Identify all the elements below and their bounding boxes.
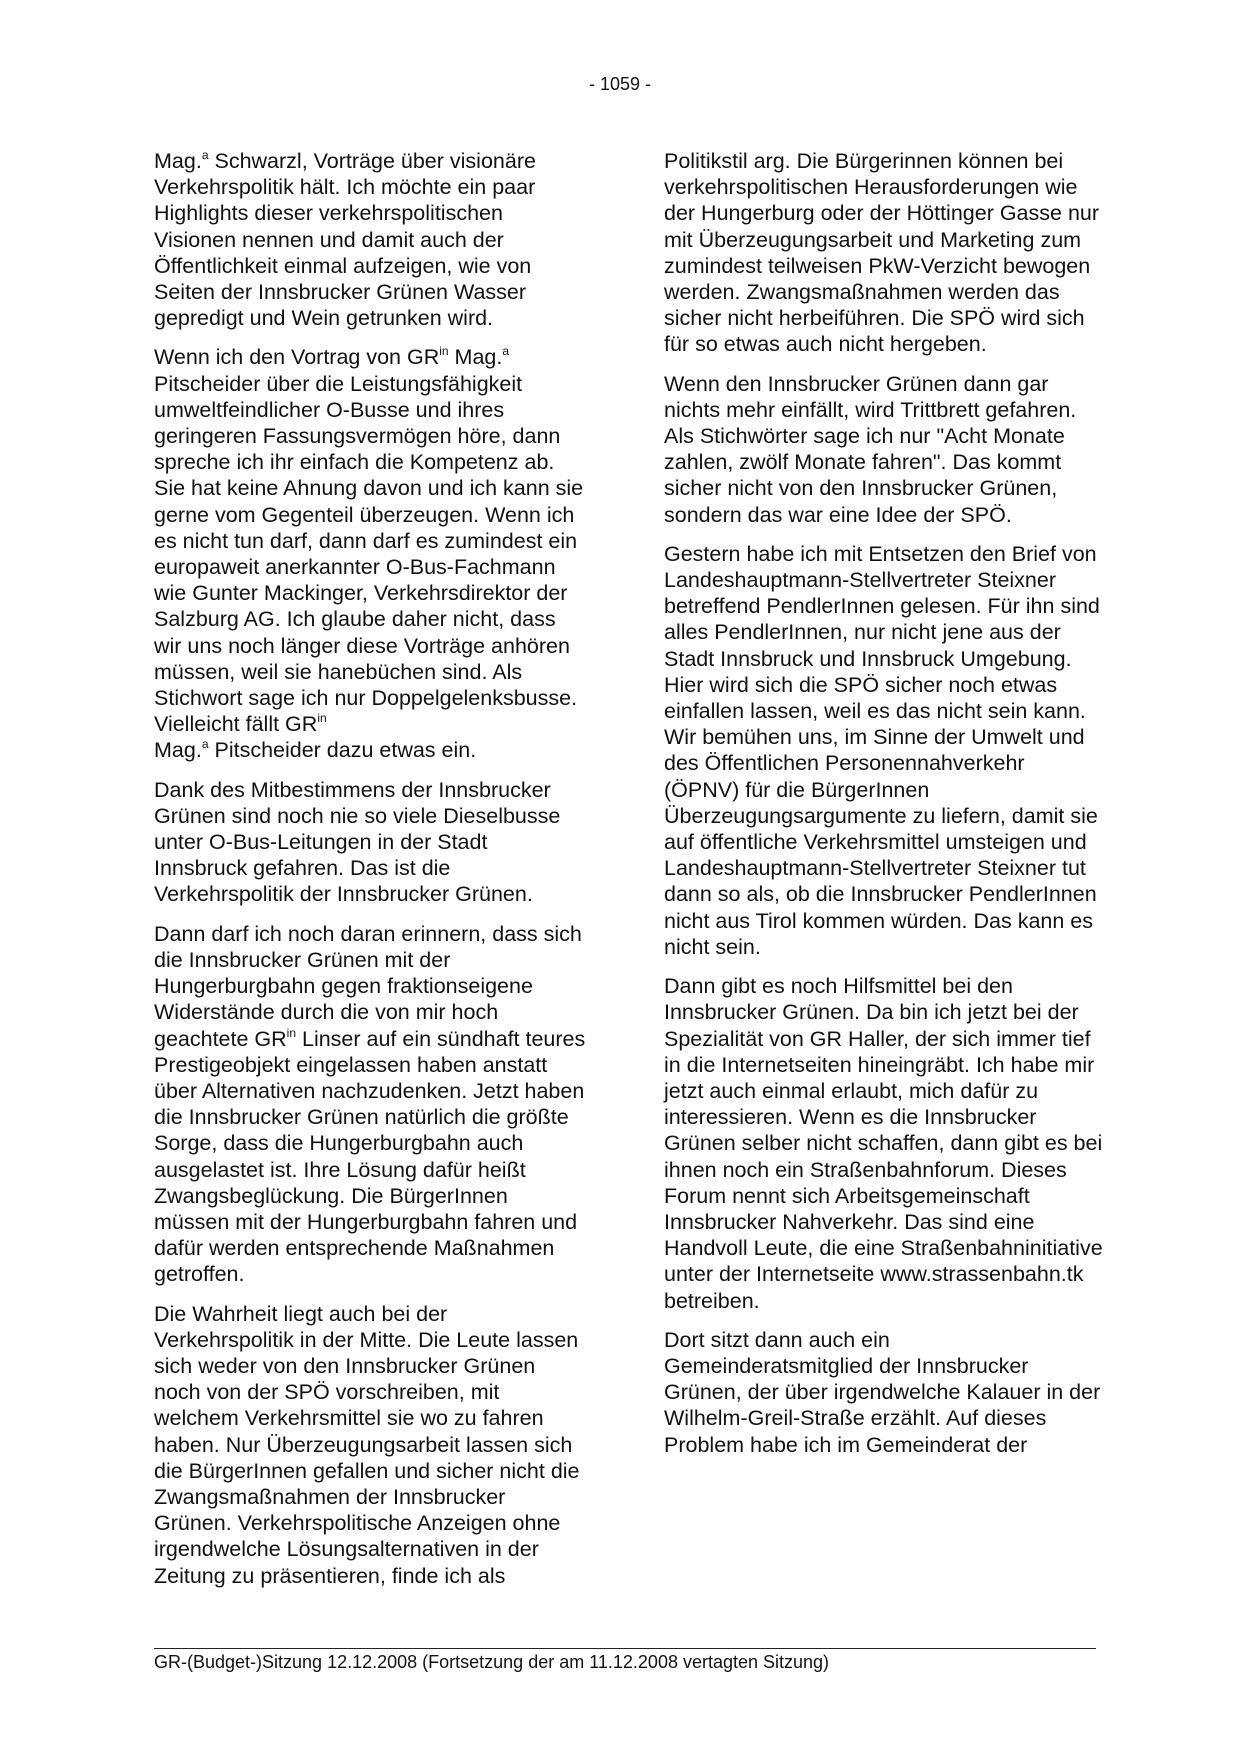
paragraph: Politikstil arg. Die Bürgerinnen können bei verkehrspolitischen Herausforderungen wie der Hungerburg oder der Höttinger Gasse nur mit Überzeugungsarbeit und Marketing zum zumindest teilweisen PkW-Verzicht bewogen werden. Zwangsmaßnahmen werden das sicher nicht herbeiführen. Die SPÖ wird sich für so etwas auch nicht hergeben. — [664, 149, 1100, 357]
left-column — [154, 148, 586, 1602]
paragraph: Gestern habe ich mit Entsetzen den Brief von Landeshauptmann-Stellvertreter Steixner betreffend PendlerInnen gelesen. Für ihn sind alles PendlerInnen, nur nicht jene aus der Stadt Innsbruck und Innsbruck Umgebung. Hier wird sich die SPÖ sicher noch etwas einfallen lassen, weil es das nicht sein kann. Wir bemühen uns, im Sinne der Umwelt und des Öffentlichen Personennahverkehr (ÖPNV) für die BürgerInnen Überzeugungsargumente zu liefern, damit sie auf öffentliche Verkehrsmittel umsteigen und Landeshauptmann-Stellvertreter Steixner tut dann so als, ob die Innsbrucker PendlerInnen nicht aus Tirol kommen würden. Das kann es nicht sein. — [664, 541, 1100, 959]
right-column — [664, 148, 1104, 1471]
paragraph: Dort sitzt dann auch ein Gemeinderatsmitglied der Innsbrucker Grünen, der über irgendwelche Kalauer in der Wilhelm-Greil-Straße erzählt. Auf dieses Problem habe ich im Gemeinderat der — [664, 1327, 1101, 1457]
footer-divider — [154, 1648, 1096, 1649]
paragraph: Wenn den Innsbrucker Grünen dann gar nichts mehr einfällt, wird Trittbrett gefahren. Als Stichwörter sage ich nur "Acht Monate zahlen, zwölf Monate fahren". Das kommt sicher nicht von den Innsbrucker Grünen, sondern das war eine Idee der SPÖ. — [664, 371, 1077, 527]
paragraph: Mag.$^a$ Schwarzl, Vorträge über visionäre Verkehrspolitik hält. Ich möchte ein paar Highlights dieser verkehrspolitischen Visionen nennen und damit auch der Öffentlichkeit einmal aufzeigen, wie von Seiten der Innsbrucker Grünen Wasser gepredigt und Wein getrunken wird. — [154, 148, 536, 331]
page-number: - 1059 - — [588, 74, 652, 94]
paragraph: Dann darf ich noch daran erinnern, dass sich die Innsbrucker Grünen mit der Hungerburgbahn gegen fraktionseigene Widerstände durch die von mir hoch geachtete $GR^{in}$ Linser auf ein sündhaft teures Prestigeobjekt eingelassen haben anstatt über Alternativen nachzudenken. Jetzt haben die Innsbrucker Grünen natürlich die größte Sorge, dass die Hungerburgbahn auch ausgelastet ist. Ihre Lösung dafür heißt Zwangsbeglückung. Die BürgerInnen müssen mit der Hungerburgbahn fahren und dafür werden entsprechende Maßnahmen getroffen. — [154, 921, 586, 1287]
footer-text: GR-(Budget-)Sitzung 12.12.2008 (Fortsetzung der am 11.12.2008 vertagten Sitzung) — [154, 1652, 830, 1672]
paragraph: Wenn ich den Vortrag von $GR^{in}$ Mag.$^a$ Pitscheider über die Leistungsfähigkeit umweltfeindlicher O-Busse und ihres geringeren Fassungsvermögen höre, dann spreche ich ihr einfach die Kompetenz ab. Sie hat keine Ahnung davon und ich kann sie gerne vom Gegenteil überzeugen. Wenn ich es nicht tun darf, dann darf es zumindest ein europaweit anerkannter O-Bus-Fachmann wie Gunter Mackinger, Verkehrsdirektor der Salzburg AG. Ich glaube daher nicht, dass wir uns noch länger diese Vorträge anhören müssen, weil sie hanebüchen sind. Als Stichwort sage ich nur Doppelgelenksbusse. Vielleicht fällt $GR^{in}$ Mag.$^a$ Pitscheider dazu etwas ein. — [154, 344, 584, 763]
paragraph: Die Wahrheit liegt auch bei der Verkehrspolitik in der Mitte. Die Leute lassen sich weder von den Innsbrucker Grünen noch von der SPÖ vorschreiben, mit welchem Verkehrsmittel sie wo zu fahren haben. Nur Überzeugungsarbeit lassen sich die BürgerInnen gefallen und sicher nicht die Zwangsmaßnahmen der Innsbrucker Grünen. Verkehrspolitische Anzeigen ohne irgendwelche Lösungsalternativen in der Zeitung zu präsentieren, finde ich als — [154, 1301, 580, 1588]
paragraph: Dann gibt es noch Hilfsmittel bei den Innsbrucker Grünen. Da bin ich jetzt bei der Spezialität von GR Haller, der sich immer tief in die Internetseiten hineingräbt. Ich habe mir jetzt auch einmal erlaubt, mich dafür zu interessieren. Wenn es die Innsbrucker Grünen selber nicht schaffen, dann gibt es bei ihnen noch ein Straßenbahnforum. Dieses Forum nennt sich Arbeitsgemeinschaft Innsbrucker Nahverkehr. Das sind eine Handvoll Leute, die eine Straßenbahninitiative unter der Internetseite www.strassenbahn.tk betreiben. — [664, 974, 1103, 1313]
paragraph: Dank des Mitbestimmens der Innsbrucker Grünen sind noch nie so viele Dieselbusse unter O-Bus-Leitungen in der Stadt Innsbruck gefahren. Das ist die Verkehrspolitik der Innsbrucker Grünen. — [154, 777, 561, 907]
